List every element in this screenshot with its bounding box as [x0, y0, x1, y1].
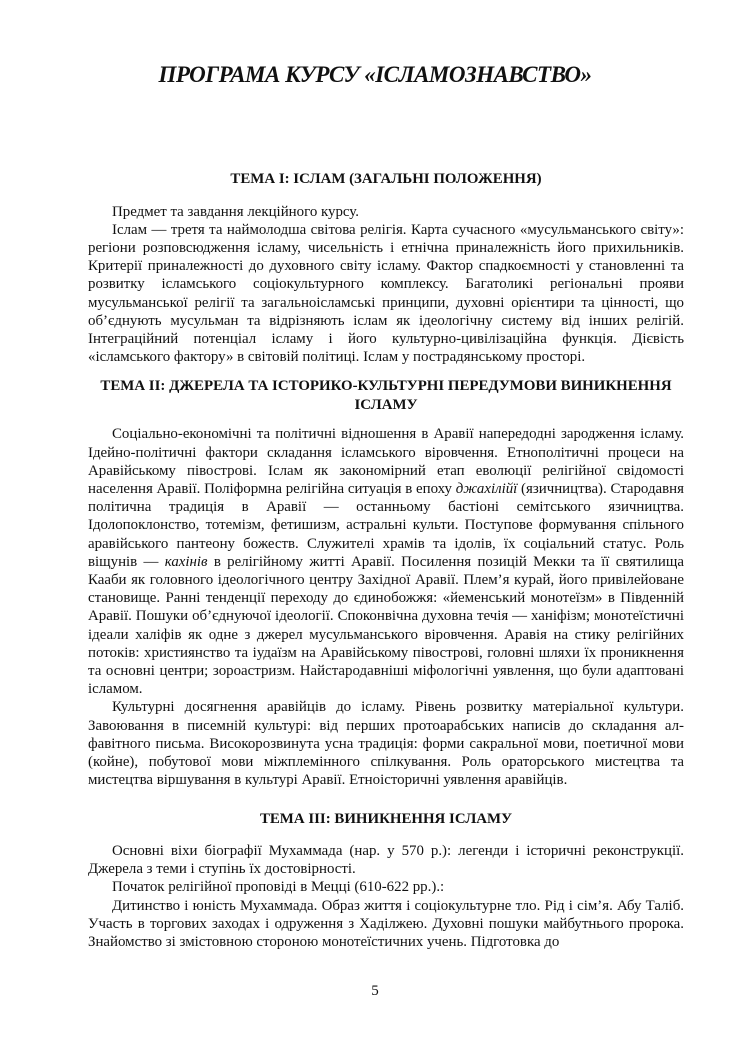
paragraph-text: Соціально-економічні та політичні відношення в Аравії напередодні зародження ісламу. Ідейно-політичні фактори складання ісламського віровчення. Етнополітичні процеси на Аравійському півострові. Іслам як закономірний етап еволюції релігійної свідомості населення Аравії. Поліформна релігійна ситуація в епоху	[88, 426, 684, 497]
section-heading: ТЕМА ІІ: ДЖЕРЕЛА ТА ІСТОРИКО-КУЛЬТУРНІ ПЕРЕДУМОВИ ВИНИКНЕННЯ ІСЛАМУ	[100, 378, 672, 413]
paragraph	[88, 425, 684, 698]
paragraph: Дитинство і юність Мухаммада. Образ життя і соціокультурне тло. Рід і сім’я. Абу Таліб. Участь в торгових заходах і одруження з Хаділжею. Духовні пошуки майбутнього пророка. Знайомство зі змістовною стороною монотеїстичних учень. Підготовка до	[88, 897, 684, 950]
paragraph: Іслам — третя та наймолодша світова релігія. Карта сучасного «мусульманського світу»: регіони розповсюдження ісламу, чисельність і етнічна приналежність його прихильників. Критерії приналежності до духовного світу ісламу. Фактор спадкоємності у становленні та розвитку ісламського соціокультурного комплексу. Багатоликі регіональні прояви мусульманської релігії та загальноісламські принципи, духовні орієнтири та цінності, що об’єднують мусульман та відрізняють іслам як ідеологічну систему від інших релігій. Інтеграційний потенціал ісламу і його культурно-цивілізаційна функція. Дієвість «ісламського фактору» в світовій політиці. Іслам у пострадянському просторі.	[88, 221, 684, 366]
paragraph: Початок релігійної проповіді в Мецці (610-622 рр.).:	[112, 879, 445, 896]
paragraph: Предмет та завдання лекційного курсу.	[112, 203, 359, 220]
paragraph-text: в релігійному житті Аравії. Посилення позицій Мекки та її святилища Кааби як головного ідеологічного центру Західної Аравії. Плем’я курай, його привілейоване становище. Ранні тенденції переходу до єдинобожжя: «йеменський монотеїзм» в Південній Аравії. Пошуки об’єднуючої ідеології. Споконвічна духовна течія — ханіфізм; монотеїстичні ідеали халіфів як одне з джерел мусульманського віровчення. Аравія на стику релігійних потоків: християнство та іудаїзм на Аравійському півострові, головні шляхи їх проникнення та основні центри; зороастризм. Найстародавніші міфологічні уявлення, що були адаптовані ісламом.	[88, 553, 684, 698]
page-number: 5	[371, 983, 379, 999]
paragraph: Основні віхи біографії Мухаммада (нар. у 570 р.): легенди і історичні реконструкції. Джерела з теми і ступінь їх достовірності.	[88, 842, 684, 878]
section-heading: ТЕМА І: ІСЛАМ (ЗАГАЛЬНІ ПОЛОЖЕННЯ)	[230, 171, 542, 187]
section-heading: ТЕМА ІІІ: ВИНИКНЕННЯ ІСЛАМУ	[259, 811, 513, 828]
italic-term: джахілійї	[455, 480, 518, 497]
document-body	[88, 170, 684, 951]
paragraph: Культурні досягнення аравійців до ісламу. Рівень розвитку матеріальної культури. Завоювання в писемній культурі: від перших протоарабських написів до складання алфавітного письма. Високорозвинута усна традиція: форми сакральної мови, поетичної мови (койне), побутової мови міжплемінного спілкування. Роль ораторського мистецтва та мистецтва віршування в культурі Аравії. Етноісторичні уявлення аравійців.	[88, 699, 684, 789]
paragraph-text: (язичництва). Стародавня політична традиція в Аравії — останньому бастіоні семітського язичництва. Ідолопоклонство, тотемізм, фетишизм, астральні культи. Поступове формування спільного аравійського пантеону божеств. Служителі храмів та ідолів, їх соціальний статус. Роль віщунів —	[88, 480, 684, 570]
page-title: ПРОГРАМА КУРСУ «ІСЛАМОЗНАВСТВО»	[158, 62, 592, 87]
italic-term: кахінів	[164, 553, 208, 570]
